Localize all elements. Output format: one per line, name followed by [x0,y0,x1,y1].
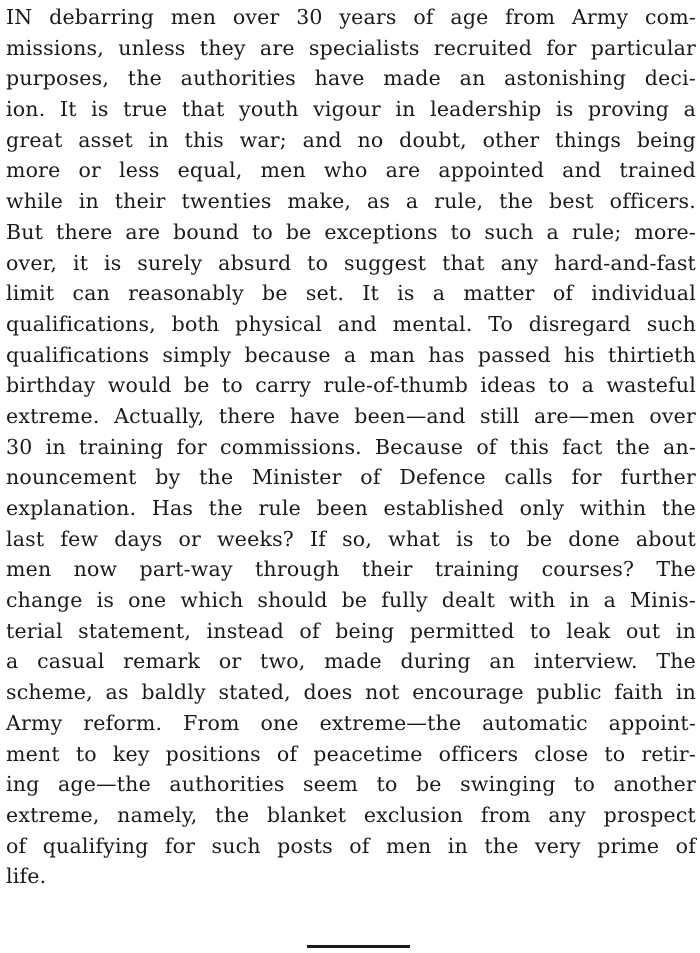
text-line: But there are bound to be exceptions to such a rule; more- [6,219,696,244]
text-line: extreme. Actually, there have been—and still are—men over [6,403,696,428]
text-line: while in their twenties make, as a rule, the best officers. [6,189,696,214]
article-body [6,2,696,892]
section-divider [307,945,410,948]
text-line: explanation. Has the rule been established only within the [6,496,696,520]
text-line: limit can reasonably be set. It is a matter of individual [6,281,696,306]
text-line: ment to key positions of peacetime officers close to retir- [6,741,696,766]
text-line: men now part-way through their training courses? The [6,557,696,582]
text-line: great asset in this war; and no doubt, other things being [6,127,696,152]
text-line: life. [6,864,47,889]
text-line: more or less equal, men who are appointed and trained [6,158,696,183]
text-line: IN debarring men over 30 years of age from Army com- [6,5,696,29]
text-line: last few days or weeks? If so, what is to be done about [6,526,696,551]
text-line: 30 in training for commissions. Because of this fact the an- [6,434,696,459]
text-line: nouncement by the Minister of Defence calls for further [6,465,696,490]
text-line: purposes, the authorities have made an astonishing deci- [6,66,696,91]
text-line: ing age—the authorities seem to be swinging to another [6,772,696,797]
text-line: scheme, as baldly stated, does not encourage public faith in [6,680,696,705]
text-line: qualifications simply because a man has passed his thirtieth [6,342,696,367]
text-line: birthday would be to carry rule-of-thumb ideas to a wasteful [6,373,696,398]
text-line: missions, unless they are specialists recruited for particular [6,35,696,60]
text-line: over, it is surely absurd to suggest that any hard-and-fast [6,250,696,275]
text-line: Army reform. From one extreme—the automatic appoint- [6,710,696,735]
text-line: terial statement, instead of being permitted to leak out in [6,618,696,643]
text-line: ion. It is true that youth vigour in leadership is proving a [6,97,696,122]
text-line: extreme, namely, the blanket exclusion from any prospect [6,802,696,827]
text-line: change is one which should be fully dealt with in a Minis- [6,588,696,613]
text-line: qualifications, both physical and mental. To disregard such [6,311,696,336]
text-line: of qualifying for such posts of men in the very prime of [6,833,696,858]
text-line: a casual remark or two, made during an interview. The [6,649,696,674]
